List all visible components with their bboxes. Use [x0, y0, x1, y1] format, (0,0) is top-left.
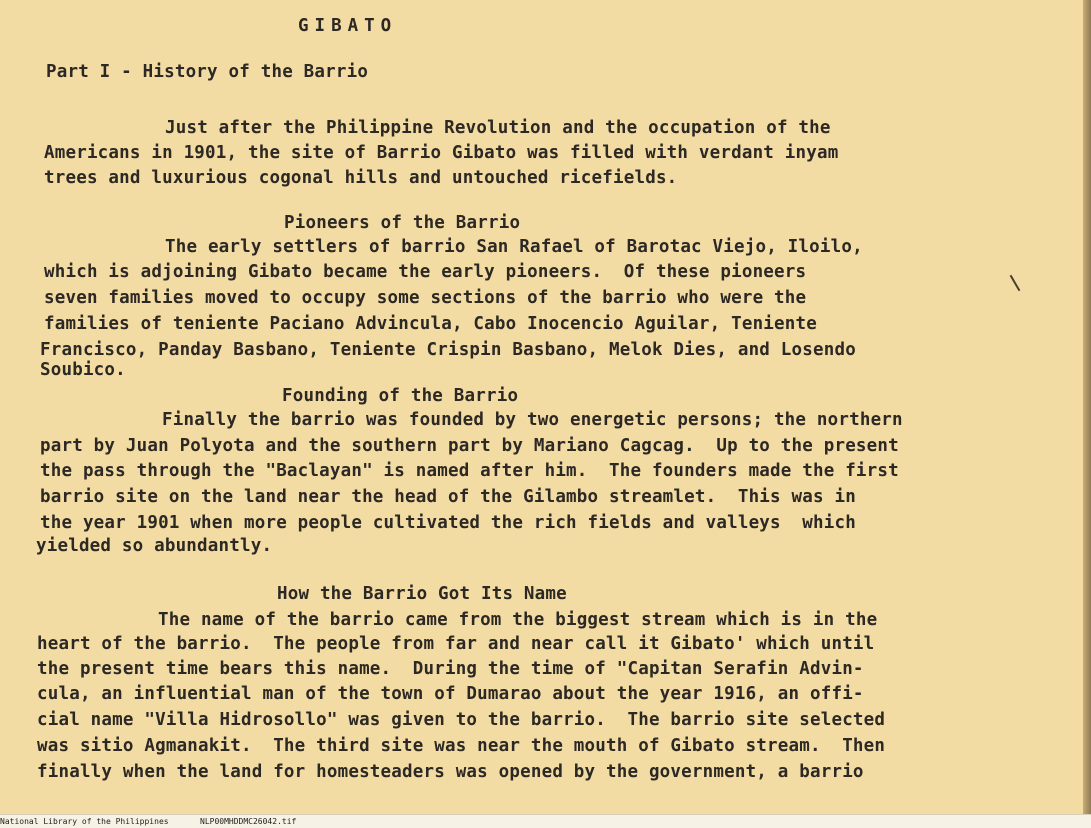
pioneers-line-6: Soubico. — [40, 360, 126, 380]
intro-line-2: Americans in 1901, the site of Barrio Gibato was filled with verdant inyam — [44, 143, 839, 163]
pioneers-line-4: families of teniente Paciano Advincula, Cabo Inocencio Aguilar, Teniente — [44, 314, 817, 334]
founding-line-5: the year 1901 when more people cultivated the rich fields and valleys which — [40, 513, 856, 533]
name-heading: How the Barrio Got Its Name — [277, 584, 567, 604]
pioneers-line-3: seven families moved to occupy some sections of the barrio who were the — [44, 288, 807, 308]
document-title: GIBATO — [298, 16, 398, 36]
intro-line-3: trees and luxurious cogonal hills and untouched ricefields. — [44, 168, 678, 188]
founding-heading: Founding of the Barrio — [282, 386, 519, 406]
pioneers-line-2: which is adjoining Gibato became the early pioneers. Of these pioneers — [44, 262, 807, 282]
name-line-1: The name of the barrio came from the biggest stream which is in the — [158, 610, 878, 630]
founding-line-3: the pass through the "Baclayan" is named after him. The founders made the first — [40, 461, 899, 481]
scan-footer — [0, 814, 1091, 828]
intro-line-1: Just after the Philippine Revolution and the occupation of the — [165, 118, 831, 138]
founding-line-1: Finally the barrio was founded by two energetic persons; the northern — [162, 410, 903, 430]
part-heading: Part I - History of the Barrio — [46, 62, 369, 82]
name-line-3: the present time bears this name. During the time of "Capitan Serafin Advin- — [37, 659, 864, 679]
name-line-2: heart of the barrio. The people from far and near call it Gibato' which until — [37, 634, 875, 654]
page-edge-shadow — [1083, 0, 1091, 815]
founding-line-4: barrio site on the land near the head of the Gilambo streamlet. This was in — [40, 487, 856, 507]
name-line-7: finally when the land for homesteaders was opened by the government, a barrio — [37, 762, 864, 782]
founding-line-6: yielded so abundantly. — [36, 536, 273, 556]
pioneers-line-1: The early settlers of barrio San Rafael of Barotac Viejo, Iloilo, — [165, 237, 863, 257]
name-line-4: cula, an influential man of the town of Dumarao about the year 1916, an offi- — [37, 684, 864, 704]
stray-pen-mark — [1010, 275, 1021, 292]
footer-file-id: NLP00MHDDMC26042.tif — [200, 817, 297, 826]
pioneers-heading: Pioneers of the Barrio — [284, 213, 521, 233]
name-line-5: cial name "Villa Hidrosollo" was given to the barrio. The barrio site selected — [37, 710, 886, 730]
pioneers-line-5: Francisco, Panday Basbano, Teniente Crispin Basbano, Melok Dies, and Losendo — [40, 340, 856, 360]
name-line-6: was sitio Agmanakit. The third site was near the mouth of Gibato stream. Then — [37, 736, 886, 756]
founding-line-2: part by Juan Polyota and the southern part by Mariano Cagcag. Up to the present — [40, 436, 899, 456]
footer-library: National Library of the Philippines — [0, 817, 169, 826]
